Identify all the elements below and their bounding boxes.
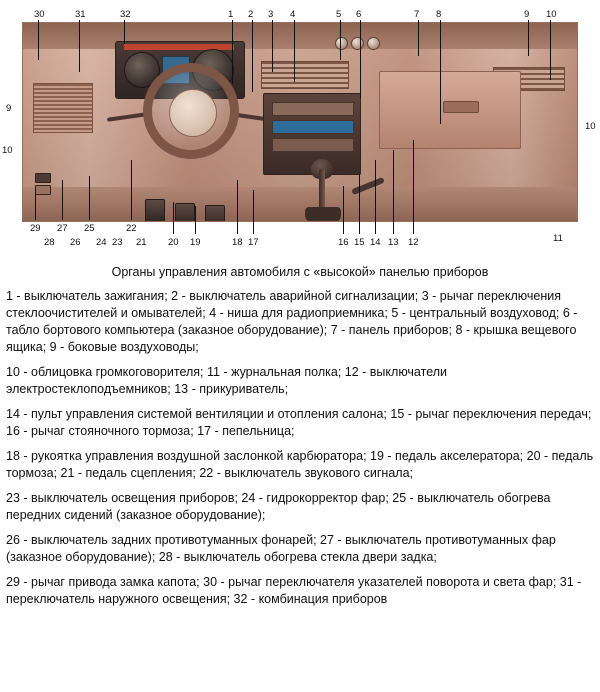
clutch-pedal bbox=[145, 199, 165, 222]
callout-number: 26 bbox=[70, 237, 81, 248]
callout-number: 21 bbox=[136, 237, 147, 248]
callout-number: 1 bbox=[228, 9, 234, 20]
caption-paragraph: 29 - рычаг привода замка капота; 30 - рычаг переключателя указателей поворота и света фар; 31 - переключатель наружного освещения; 32 - комбинация приборов bbox=[6, 575, 582, 606]
leader-line bbox=[62, 180, 63, 220]
leader-line bbox=[359, 174, 360, 234]
caption-block bbox=[0, 258, 600, 608]
leader-line bbox=[360, 20, 361, 98]
callout-number: 8 bbox=[436, 9, 442, 20]
leader-line bbox=[89, 176, 90, 220]
leader-line bbox=[195, 206, 196, 234]
leader-line bbox=[375, 160, 376, 234]
caption-body bbox=[6, 288, 594, 608]
callout-number: 3 bbox=[268, 9, 274, 20]
callout-number: 11 bbox=[553, 233, 563, 244]
caption-paragraph: 26 - выключатель задних противотуманных фонарей; 27 - выключатель противотуманных фар (заказное оборудование); 28 - выключатель обогрева стекла двери задка; bbox=[6, 533, 556, 564]
leader-line bbox=[413, 140, 414, 234]
callout-number: 10 bbox=[585, 121, 596, 132]
callout-number: 29 bbox=[30, 223, 41, 234]
hood-release-lever bbox=[35, 173, 51, 183]
caption-paragraph: 14 - пульт управления системой вентиляции и отопления салона; 15 - рычаг переключения передач; 16 - рычаг стояночного тормоза; 17 - пепельница; bbox=[6, 407, 592, 438]
heater-knob-2 bbox=[351, 37, 364, 50]
leader-line bbox=[272, 20, 273, 72]
callout-number: 22 bbox=[126, 223, 137, 234]
leader-line bbox=[173, 202, 174, 234]
callout-number: 5 bbox=[336, 9, 342, 20]
leader-line bbox=[131, 160, 132, 220]
horn-pad bbox=[169, 89, 217, 137]
leader-line bbox=[440, 20, 441, 124]
heater-knob-3 bbox=[367, 37, 380, 50]
callout-number: 10 bbox=[2, 145, 13, 156]
leader-line bbox=[79, 20, 80, 72]
callout-number: 2 bbox=[248, 9, 254, 20]
callout-number: 15 bbox=[354, 237, 365, 248]
leader-line bbox=[35, 188, 36, 220]
leader-line bbox=[252, 20, 253, 92]
callout-number: 25 bbox=[84, 223, 95, 234]
callout-number: 18 bbox=[232, 237, 243, 248]
callout-number: 27 bbox=[57, 223, 68, 234]
callout-number: 30 bbox=[34, 9, 45, 20]
caption-paragraph: 10 - облицовка громкоговорителя; 11 - журнальная полка; 12 - выключатели электростеклоподъемников; 13 - прикуриватель; bbox=[6, 365, 448, 396]
callout-number: 19 bbox=[190, 237, 201, 248]
callout-number: 10 bbox=[546, 9, 557, 20]
dashboard-diagram bbox=[0, 0, 600, 258]
leader-line bbox=[340, 20, 341, 60]
callout-number: 13 bbox=[388, 237, 399, 248]
dashboard-photo bbox=[22, 22, 578, 222]
glovebox-handle bbox=[443, 101, 479, 113]
callout-number: 4 bbox=[290, 9, 296, 20]
leader-line bbox=[253, 190, 254, 234]
callout-number: 24 bbox=[96, 237, 107, 248]
callout-number: 9 bbox=[6, 103, 12, 114]
radio-niche bbox=[272, 102, 354, 116]
dash-lower-panel bbox=[23, 187, 577, 221]
leader-line bbox=[232, 20, 233, 84]
callout-number: 17 bbox=[248, 237, 259, 248]
leader-line bbox=[528, 20, 529, 56]
caption-paragraph: 18 - рукоятка управления воздушной заслонкой карбюратора; 19 - педаль акселератора; 20 - педаль тормоза; 21 - педаль сцепления; 22 - выключатель звукового сигнала; bbox=[6, 449, 594, 480]
leader-line bbox=[124, 20, 125, 44]
headlight-corrector bbox=[35, 185, 51, 195]
callout-number: 31 bbox=[75, 9, 86, 20]
leader-line bbox=[393, 150, 394, 234]
accelerator-pedal bbox=[205, 205, 225, 222]
callout-number: 20 bbox=[168, 237, 179, 248]
callout-number: 23 bbox=[112, 237, 123, 248]
turn-signal-stalk bbox=[107, 112, 147, 122]
caption-paragraph: 23 - выключатель освещения приборов; 24 - гидрокорректор фар; 25 - выключатель обогрева передних сидений (заказное оборудование); bbox=[6, 491, 551, 522]
brake-pedal bbox=[175, 203, 195, 222]
gear-lever-boot bbox=[305, 207, 341, 222]
callout-number: 14 bbox=[370, 237, 381, 248]
callout-number: 7 bbox=[414, 9, 420, 20]
dash-upper-panel bbox=[23, 23, 577, 49]
speaker-grille bbox=[33, 83, 93, 133]
heater-control-panel bbox=[272, 138, 354, 152]
callout-number: 6 bbox=[356, 9, 362, 20]
callout-number: 9 bbox=[524, 9, 530, 20]
leader-line bbox=[343, 186, 344, 234]
callout-number: 12 bbox=[408, 237, 419, 248]
onboard-computer-display bbox=[272, 120, 354, 134]
callout-number: 28 bbox=[44, 237, 55, 248]
callout-number: 16 bbox=[338, 237, 349, 248]
leader-line bbox=[38, 20, 39, 60]
leader-line bbox=[550, 20, 551, 80]
leader-line bbox=[418, 20, 419, 56]
leader-line bbox=[294, 20, 295, 82]
center-air-vent bbox=[261, 61, 349, 89]
caption-paragraph: 1 - выключатель зажигания; 2 - выключатель аварийной сигнализации; 3 - рычаг переключения стеклоочистителей и омывателей; 4 - ниша для радиоприемника; 5 - центральный воздуховод; 6 - табло бортового компьютера (заказное оборудование); 7 - панель приборов; 8 - крышка вещевого ящика; 9 - боковые воздуховоды; bbox=[6, 289, 578, 354]
caption-title: Органы управления автомобиля с «высокой» панелью приборов bbox=[111, 265, 489, 279]
callout-number: 32 bbox=[120, 9, 131, 20]
heater-knob-1 bbox=[335, 37, 348, 50]
leader-line bbox=[237, 180, 238, 234]
